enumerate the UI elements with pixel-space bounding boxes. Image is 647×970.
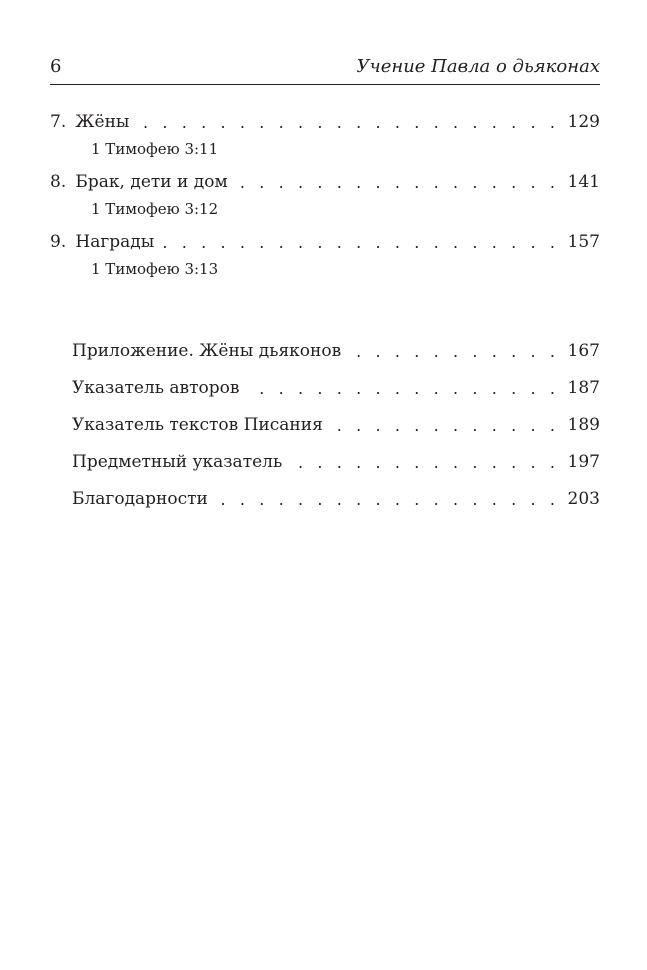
header-rule xyxy=(50,84,600,85)
running-header xyxy=(50,54,600,84)
page-number: 6 xyxy=(50,56,62,77)
entry-title: Указатель авторов xyxy=(72,378,240,398)
toc-entry[interactable] xyxy=(50,110,600,135)
chapter-number: 9. xyxy=(50,232,67,252)
page-reference: 187 xyxy=(567,378,600,398)
toc-entry-author-index[interactable] xyxy=(72,376,600,401)
page-reference: 129 xyxy=(567,112,600,132)
entry-title: Благодарности xyxy=(72,489,208,509)
page-reference: 203 xyxy=(567,489,600,509)
toc-entry-subject-index[interactable] xyxy=(72,450,600,475)
dot-leader xyxy=(329,413,560,438)
page-reference: 141 xyxy=(567,172,600,192)
chapter-scripture-reference: 1 Тимофею 3:13 xyxy=(91,260,219,278)
table-of-contents-back-matter xyxy=(72,339,600,524)
toc-entry[interactable] xyxy=(50,230,600,255)
page-reference: 189 xyxy=(567,415,600,435)
chapter-title: Брак, дети и дом xyxy=(75,172,228,192)
toc-chapter-8 xyxy=(50,170,600,220)
dot-leader xyxy=(214,487,560,512)
dot-leader xyxy=(288,450,559,475)
page-reference: 157 xyxy=(567,232,600,252)
chapter-title: Награды xyxy=(75,232,155,252)
dot-leader xyxy=(160,230,559,255)
toc-chapter-9 xyxy=(50,230,600,280)
dot-leader xyxy=(135,110,559,135)
entry-title: Приложение. Жёны дьяконов xyxy=(72,341,342,361)
chapter-scripture-reference: 1 Тимофею 3:11 xyxy=(91,140,219,158)
page-reference: 167 xyxy=(567,341,600,361)
chapter-number: 8. xyxy=(50,172,67,192)
toc-entry-appendix[interactable] xyxy=(72,339,600,364)
toc-chapter-7 xyxy=(50,110,600,160)
chapter-scripture-reference: 1 Тимофею 3:12 xyxy=(91,200,219,218)
chapter-title: Жёны xyxy=(75,112,130,132)
running-title: Учение Павла о дьяконах xyxy=(356,56,600,77)
page-reference: 197 xyxy=(567,452,600,472)
chapter-number: 7. xyxy=(50,112,67,132)
table-of-contents-chapters xyxy=(50,110,600,290)
dot-leader xyxy=(347,339,559,364)
toc-entry[interactable] xyxy=(50,170,600,195)
dot-leader xyxy=(234,170,560,195)
entry-title: Указатель текстов Писания xyxy=(72,415,323,435)
toc-entry-acknowledgements[interactable] xyxy=(72,487,600,512)
entry-title: Предметный указатель xyxy=(72,452,283,472)
toc-entry-scripture-index[interactable] xyxy=(72,413,600,438)
dot-leader xyxy=(245,376,559,401)
